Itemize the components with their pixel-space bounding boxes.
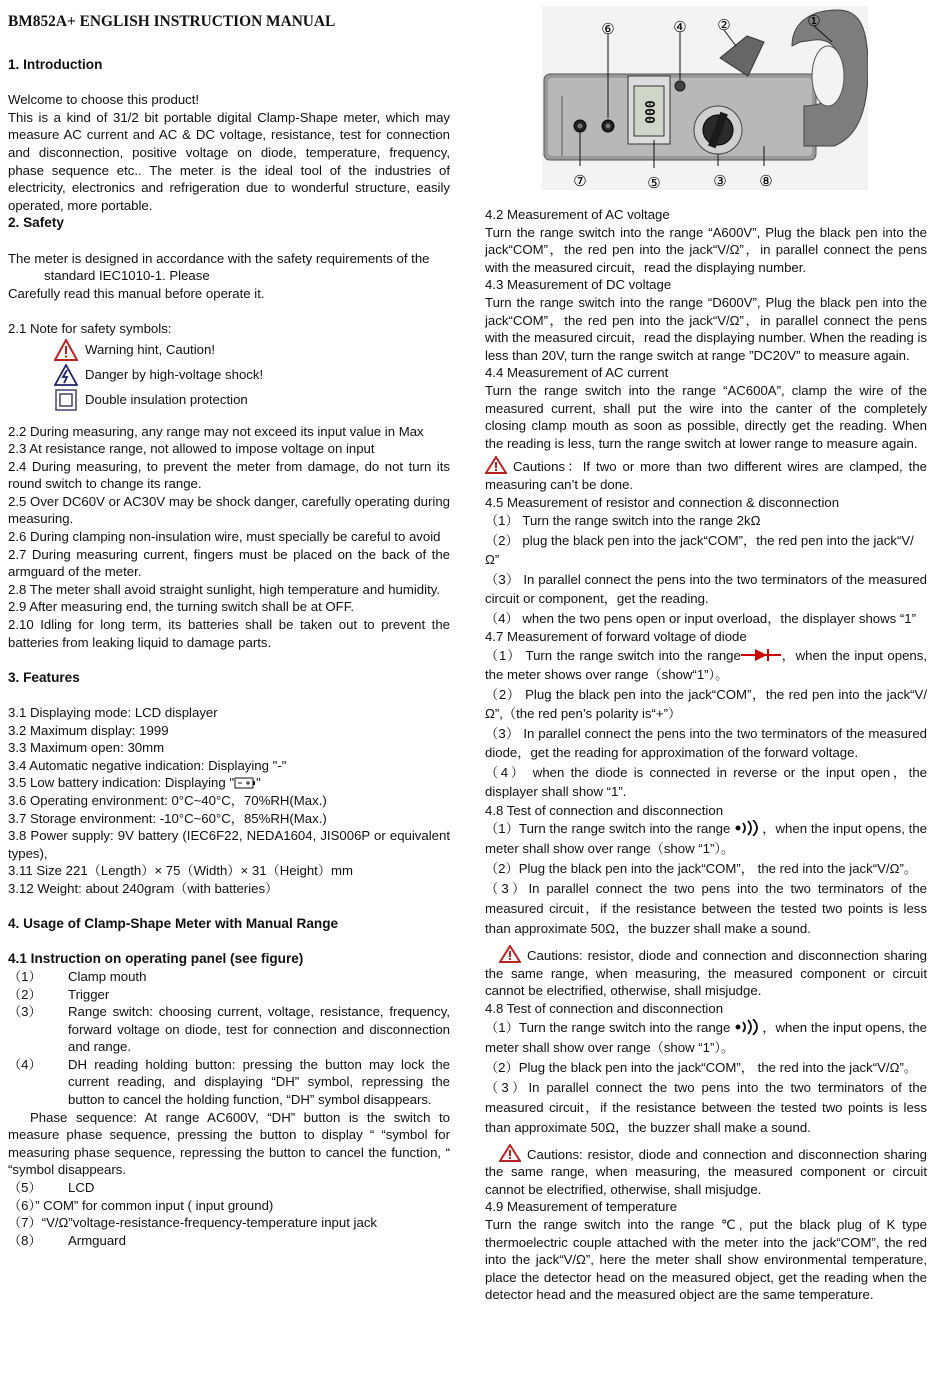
buzzer-icon	[734, 820, 762, 836]
diode-step-4: （4） when the diode is connected in reverse or the input open，the displayer shall show “1”.	[485, 764, 927, 800]
list-item	[8, 1179, 450, 1197]
caution-4-8-text: Cautions: resistor, diode and connection and disconnection sharing the same range, when measuring, the measured component or circuit cannot be electrified, otherwise, shall misjudge.	[485, 948, 927, 999]
list-item-number: （2）	[8, 986, 42, 1002]
buzzer-icon	[734, 1019, 762, 1035]
callout-7: ⑦	[573, 173, 587, 190]
list-item	[8, 1232, 450, 1250]
list-item-number: （8）	[8, 1232, 42, 1248]
feature-3-7: 3.7 Storage environment: -10°C~60°C，85%RH(Max.)	[8, 810, 327, 826]
list-item	[8, 1056, 450, 1109]
safety-2-4: 2.4 During measuring, to prevent the meter from damage, do not turn its round switch to change its range.	[8, 458, 450, 492]
list-item-text: Trigger	[68, 986, 110, 1002]
list-item-text: Armguard	[68, 1232, 126, 1248]
heading-4-8-repeat: 4.8 Test of connection and disconnection	[485, 1001, 724, 1017]
warning-triangle-icon	[499, 1144, 521, 1162]
right-column	[485, 206, 927, 1304]
usage-heading: 4. Usage of Clamp-Shape Meter with Manual Range	[8, 916, 339, 932]
continuity-step-1-rest: ，when the input opens, the meter shall show over range（show “1”）。	[485, 1019, 927, 1055]
callout-2: ②	[717, 17, 731, 34]
diode-step-1-text: （1） Turn the range switch into the range	[485, 647, 741, 663]
operating-panel-list	[8, 968, 450, 1109]
intro-welcome: Welcome to choose this product!	[8, 92, 200, 108]
continuity-step-2: （2）Plug the black pen into the jack“COM”， the red into the jack“V/Ω”。	[485, 861, 918, 877]
diode-step-3: （3） In parallel connect the pens into the two terminators of the measured diode，get the reading for approximation of the forward voltage.	[485, 725, 927, 761]
safety-2-10: 2.10 Idling for long term, its batteries shall be taken out to prevent the batteries from leaking liquid to damage parts.	[8, 617, 450, 650]
paragraph-4-4: Turn the range switch into the range “AC600A”, clamp the wire of the measured current, shall put the wire into the canter of the completely closing clamp mouth as soon as possible, directly get the reading. When the reading is less, turn the range switch at lower range to measure again.	[485, 382, 927, 451]
heading-4-7: 4.7 Measurement of forward voltage of diode	[485, 629, 747, 645]
continuity-step-1-repeat	[485, 1018, 927, 1058]
diode-step-1	[485, 646, 927, 685]
caution-4-8-text: Cautions: resistor, diode and connection and disconnection sharing the same range, when measuring, the measured component or circuit cannot be electrified, otherwise, shall misjudge.	[485, 1146, 927, 1197]
list-item	[8, 986, 450, 1004]
feature-3-4: 3.4 Automatic negative indication: Displaying "-"	[8, 757, 287, 773]
list-item-text: LCD	[68, 1180, 95, 1196]
diode-symbol-icon	[741, 648, 781, 662]
safety-paragraph-1: The meter is designed in accordance with the safety requirements of the	[8, 250, 430, 266]
symbol-danger-row	[8, 363, 450, 388]
resistor-step-3: （3） In parallel connect the pens into the two terminators of the measured circuit or component，get the reading.	[485, 571, 927, 607]
intro-heading: 1. Introduction	[8, 57, 103, 72]
high-voltage-icon	[54, 364, 78, 386]
continuity-step-3-repeat: （3）In parallel connect the two pens into the two terminators of the measured circuit，if the resistance between the tested two points is less than approximate 50Ω，the buzzer shall make a sound.	[485, 1079, 927, 1135]
safety-2-6: 2.6 During clamping non-insulation wire, must specially be careful to avoid	[8, 529, 441, 545]
continuity-step-3: （3）In parallel connect the two pens into the two terminators of the measured circuit，if the resistance between the tested two points is less than approximate 50Ω，the buzzer shall make a sound.	[485, 881, 927, 937]
callout-6: ⑥	[601, 21, 615, 38]
phase-sequence-paragraph: Phase sequence: At range AC600V, “DH” button is the switch to measure phase sequence, pressing the button to display “ “symbol for measuring phase sequence, repressing the button to cancel the function, “ “symbol disappears.	[8, 1109, 450, 1178]
resistor-step-2: （2） plug the black pen into the jack“COM”，the red pen into the jack“V/Ω”	[485, 532, 914, 568]
safety-2-7: 2.7 During measuring current, fingers must be placed on the back of the armguard of the meter.	[8, 546, 450, 580]
feature-3-1: 3.1 Displaying mode: LCD displayer	[8, 705, 218, 720]
feature-3-5	[8, 774, 450, 792]
resistor-step-1: （1） Turn the range switch into the range 2kΩ	[485, 513, 761, 529]
feature-3-5-text: 3.5 Low battery indication: Displaying "	[8, 775, 235, 791]
list-item-com: （6）” COM” for common input ( input ground)	[8, 1197, 274, 1213]
paragraph-4-2: Turn the range switch into the range “A600V”, Plug the black pen into the jack“COM”，the red pen into the jack“V/Ω”，in parallel connect the pens with the measured circuit，read the displaying number.	[485, 224, 927, 275]
safety-2-2: 2.2 During measuring, any range may not exceed its input value in Max	[8, 423, 424, 439]
resistor-step-4: （4） when the two pens open or input overload，the displayer shows “1”	[485, 610, 917, 626]
continuity-step-1-text: （1）Turn the range switch into the range	[485, 1019, 731, 1035]
paragraph-4-3: Turn the range switch into the range “D600V”, Plug the black pen into the jack“COM”，the red pen into the jack“V/Ω”，in parallel connect the pens with the measured circuit，read the displaying number. When the reading is less than 20V, turn the range switch at range ”DC20V” to measure again.	[485, 294, 928, 363]
caution-4-4-text: Cautions：If two or more than two different wires are clamped, the measuring can’t be done.	[485, 459, 927, 492]
continuity-step-2-repeat: （2）Plug the black pen into the jack“COM”， the red into the jack“V/Ω”。	[485, 1059, 918, 1075]
heading-4-5: 4.5 Measurement of resistor and connection & disconnection	[485, 494, 840, 510]
double-insulation-icon	[54, 389, 78, 411]
warning-triangle-icon	[54, 339, 78, 361]
paragraph-4-9: Turn the range switch into the range ℃, put the black plug of K type thermoelectric couple attached with the meter into the jack“COM”, the red into the jack“V/Ω”, here the meter shall show environmental temperature, place the detector head on the measured object, get the reading when the detector head and the measured object are the same temperature.	[485, 1217, 927, 1303]
symbol-double-label: Double insulation protection	[85, 392, 248, 408]
safety-2-9: 2.9 After measuring end, the turning switch shall be at OFF.	[8, 599, 354, 615]
callout-8: ⑧	[759, 173, 773, 190]
continuity-step-1	[485, 819, 927, 859]
heading-4-8: 4.8 Test of connection and disconnection	[485, 802, 724, 818]
safety-2-3: 2.3 At resistance range, not allowed to impose voltage on input	[8, 441, 375, 457]
features-heading: 3. Features	[8, 669, 80, 685]
callout-1: ①	[807, 13, 821, 30]
caution-4-4	[485, 456, 927, 493]
caution-4-8-repeat	[485, 1144, 927, 1199]
list-item-number: （1）	[8, 968, 42, 984]
safety-2-8: 2.8 The meter shall avoid straight sunlight, high temperature and humidity.	[8, 581, 441, 597]
symbol-warning-label: Warning hint, Caution!	[85, 342, 215, 358]
continuity-step-1-rest: ，when the input opens, the meter shall show over range（show “1”）。	[485, 821, 927, 857]
callout-5: ⑤	[647, 175, 661, 190]
callout-4: ④	[673, 19, 687, 36]
list-item	[8, 968, 450, 986]
feature-3-11: 3.11 Size 221（Length）× 75（Width）× 31（Height）mm	[8, 863, 353, 879]
safety-paragraph-1b: standard IEC1010-1. Please	[44, 268, 210, 284]
safety-heading: 2. Safety	[8, 215, 64, 231]
heading-4-9: 4.9 Measurement of temperature	[485, 1199, 678, 1215]
list-item-number: （3）	[8, 1004, 42, 1020]
heading-4-2: 4.2 Measurement of AC voltage	[485, 207, 670, 222]
callout-3: ③	[713, 173, 727, 190]
document-title: BM852A+ ENGLISH INSTRUCTION MANUAL	[8, 13, 336, 30]
left-column	[8, 56, 450, 1249]
feature-3-6: 3.6 Operating environment: 0°C~40°C，70%RH(Max.)	[8, 792, 327, 808]
heading-4-4: 4.4 Measurement of AC current	[485, 365, 669, 381]
intro-paragraph: This is a kind of 31/2 bit portable digital Clamp-Shape meter, which may measure AC current and AC & DC voltage, resistance, test for connection and disconnection, positive voltage on diode, temperature, frequency, phase sequence etc.. The meter is the ideal tool of the industries of electricity, electronics and refrigeration due to wonderful structure, easily operated, more portable.	[8, 109, 450, 213]
list-item-text: Clamp mouth	[68, 968, 147, 984]
list-item-text: DH reading holding button: pressing the button may lock the current reading, and displaying “DH” symbol, repressing the button to cancel the holding function, “DH” symbol disappears.	[68, 1056, 450, 1108]
symbol-double-row	[8, 388, 450, 413]
heading-4-3: 4.3 Measurement of DC voltage	[485, 277, 672, 293]
clamp-meter-figure	[542, 6, 868, 190]
warning-triangle-icon	[485, 456, 507, 474]
feature-3-8: 3.8 Power supply: 9V battery (IEC6F22, NEDA1604, JIS006P or equivalent types),	[8, 828, 450, 861]
list-item-number: （4）	[8, 1056, 42, 1072]
caution-4-8	[485, 945, 927, 1000]
operating-panel-heading: 4.1 Instruction on operating panel (see figure)	[8, 951, 304, 967]
diode-step-1-rest: ，when the input opens, the meter shows over range（show“1”）。	[485, 647, 927, 683]
safety-2-5: 2.5 Over DC60V or AC30V may be shock danger, carefully operating during measuring.	[8, 493, 450, 527]
symbol-danger-label: Danger by high-voltage shock!	[85, 367, 264, 383]
diode-step-2: （2） Plug the black pen into the jack“COM”，the red pen into the jack“V/Ω”,（the red pen’s polarity is“+”）	[485, 686, 927, 722]
lcd-reading: 000	[644, 100, 659, 124]
feature-3-5-close: "	[256, 775, 261, 791]
continuity-step-1-text: （1）Turn the range switch into the range	[485, 821, 731, 837]
list-item-vjack: （7）“V/Ω”voltage-resistance-frequency-temperature input jack	[8, 1215, 378, 1231]
safety-paragraph-2: Carefully read this manual before operate it.	[8, 285, 265, 301]
symbol-warning-row	[8, 338, 450, 363]
warning-triangle-icon	[499, 945, 521, 963]
battery-icon	[234, 777, 256, 789]
list-item-text: Range switch: choosing current, voltage, resistance, frequency, forward voltage on diode, test for connection and disconnection and range.	[68, 1004, 450, 1055]
feature-3-12: 3.12 Weight: about 240gram（with batteries）	[8, 880, 279, 896]
list-item-number: （5）	[8, 1180, 42, 1196]
list-item	[8, 1003, 450, 1056]
safety-symbols-note: 2.1 Note for safety symbols:	[8, 320, 172, 336]
feature-3-2: 3.2 Maximum display: 1999	[8, 722, 169, 738]
feature-3-3: 3.3 Maximum open: 30mm	[8, 740, 165, 756]
